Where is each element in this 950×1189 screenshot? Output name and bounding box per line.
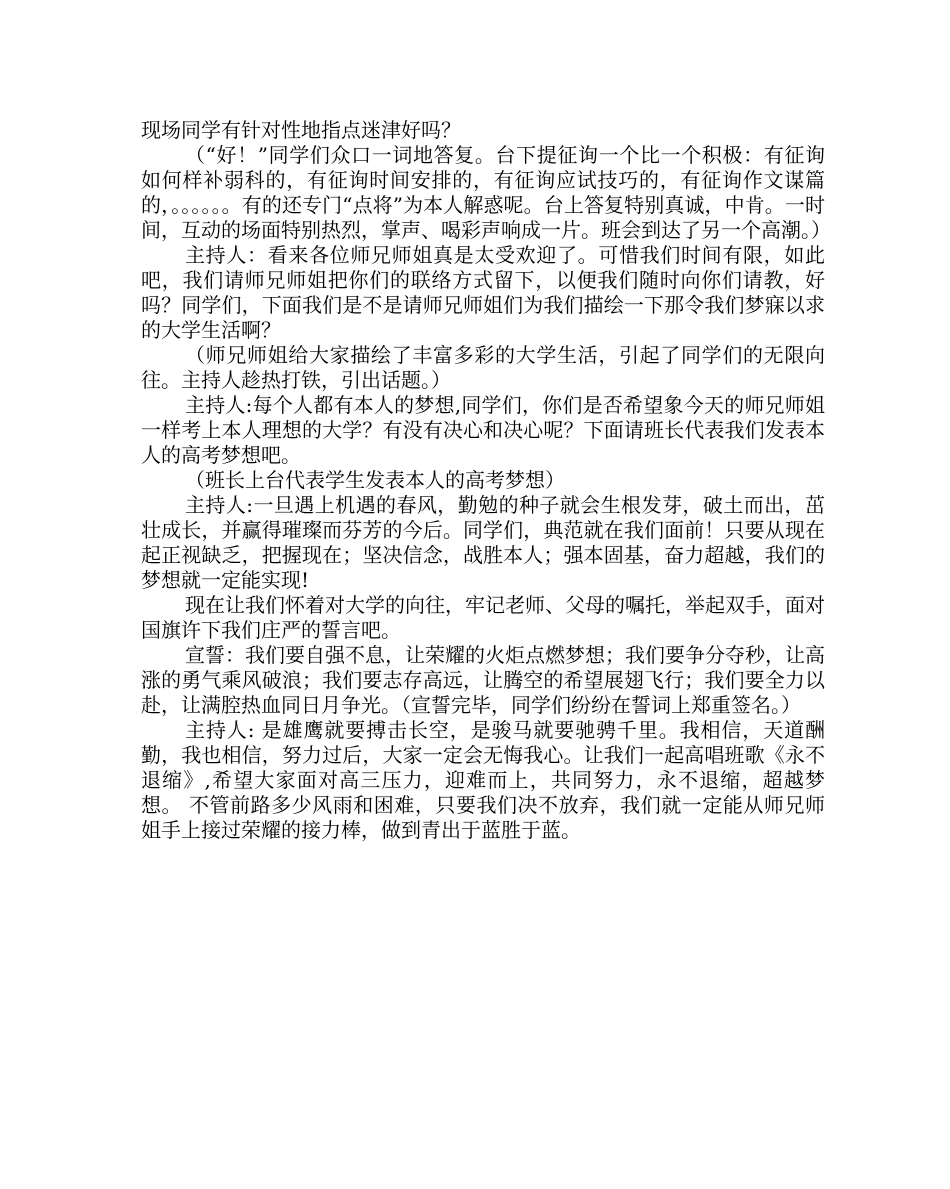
paragraph-host-closing: 主持人: 是雄鹰就要搏击长空，是骏马就要驰骋千里。我相信，天道酬勤，我也相信，努力过后，大家一定会无悔我心。让我们一起高唱班歌《永不退缩》,希望大家面对高三压力，迎难而上，共同努力，永不退缩，超越梦想。 不管前路多少风雨和困难，只要我们决不放弃，我们就一定能从师兄师姐手上接过荣耀的接力棒，做到青出于蓝胜于蓝。 bbox=[141, 718, 825, 842]
paragraph-host-dreams: 主持人:每个人都有本人的梦想,同学们，你们是否希望象今天的师兄师姐一样考上本人理想的大学？有没有决心和决心呢？下面请班长代表我们发表本人的高考梦想吧。 bbox=[141, 393, 825, 467]
paragraph-intro-question: 现场同学有针对性地指点迷津好吗？ bbox=[141, 118, 461, 142]
paragraph-host-encouragement: 主持人:一旦遇上机遇的春风，勤勉的种子就会生根发芽，破土而出，茁壮成长，并赢得璀璨而芬芳的今后。同学们，典范就在我们面前！只要从现在起正视缺乏，把握现在；坚决信念，战胜本人；强本固基，奋力超越，我们的梦想就一定能实现! bbox=[141, 493, 825, 592]
paragraph-host-contact-request: 主持人：看来各位师兄师姐真是太受欢迎了。可惜我们时间有限，如此吧，我们请师兄师姐把你们的联络方式留下，以便我们随时向你们请教，好吗？同学们，下面我们是不是请师兄师姐们为我们描绘一下那令我们梦寐以求的大学生活啊？ bbox=[141, 243, 825, 342]
document-body bbox=[141, 118, 831, 843]
paragraph-qa-interaction: （“好！”同学们众口一词地答复。台下提征询一个比一个积极：有征询如何样补弱科的，有征询时间安排的，有征询应试技巧的，有征询作文谋篇的，。。。。。。有的还专门“点将”为本人解惑呢。台上答复特别真诚，中肯。一时间，互动的场面特别热烈，掌声、喝彩声响成一片。班会到达了另一个高潮。） bbox=[141, 143, 831, 242]
paragraph-monitor-speech: （班长上台代表学生发表本人的高考梦想） bbox=[185, 468, 565, 492]
paragraph-oath: 宣誓：我们要自强不息，让荣耀的火炬点燃梦想；我们要争分夺秒，让高涨的勇气乘风破浪；我们要志存高远，让腾空的希望展翅飞行；我们要全力以赴，让满腔热血同日月争光。（宣誓完毕，同学们纷纷在誓词上郑重签名。） bbox=[141, 643, 825, 717]
paragraph-oath-intro: 现在让我们怀着对大学的向往，牢记老师、父母的嘱托，举起双手，面对国旗许下我们庄严的誓言吧。 bbox=[141, 593, 825, 642]
paragraph-college-life: （师兄师姐给大家描绘了丰富多彩的大学生活，引起了同学们的无限向往。主持人趁热打铁，引出话题。） bbox=[141, 343, 825, 392]
